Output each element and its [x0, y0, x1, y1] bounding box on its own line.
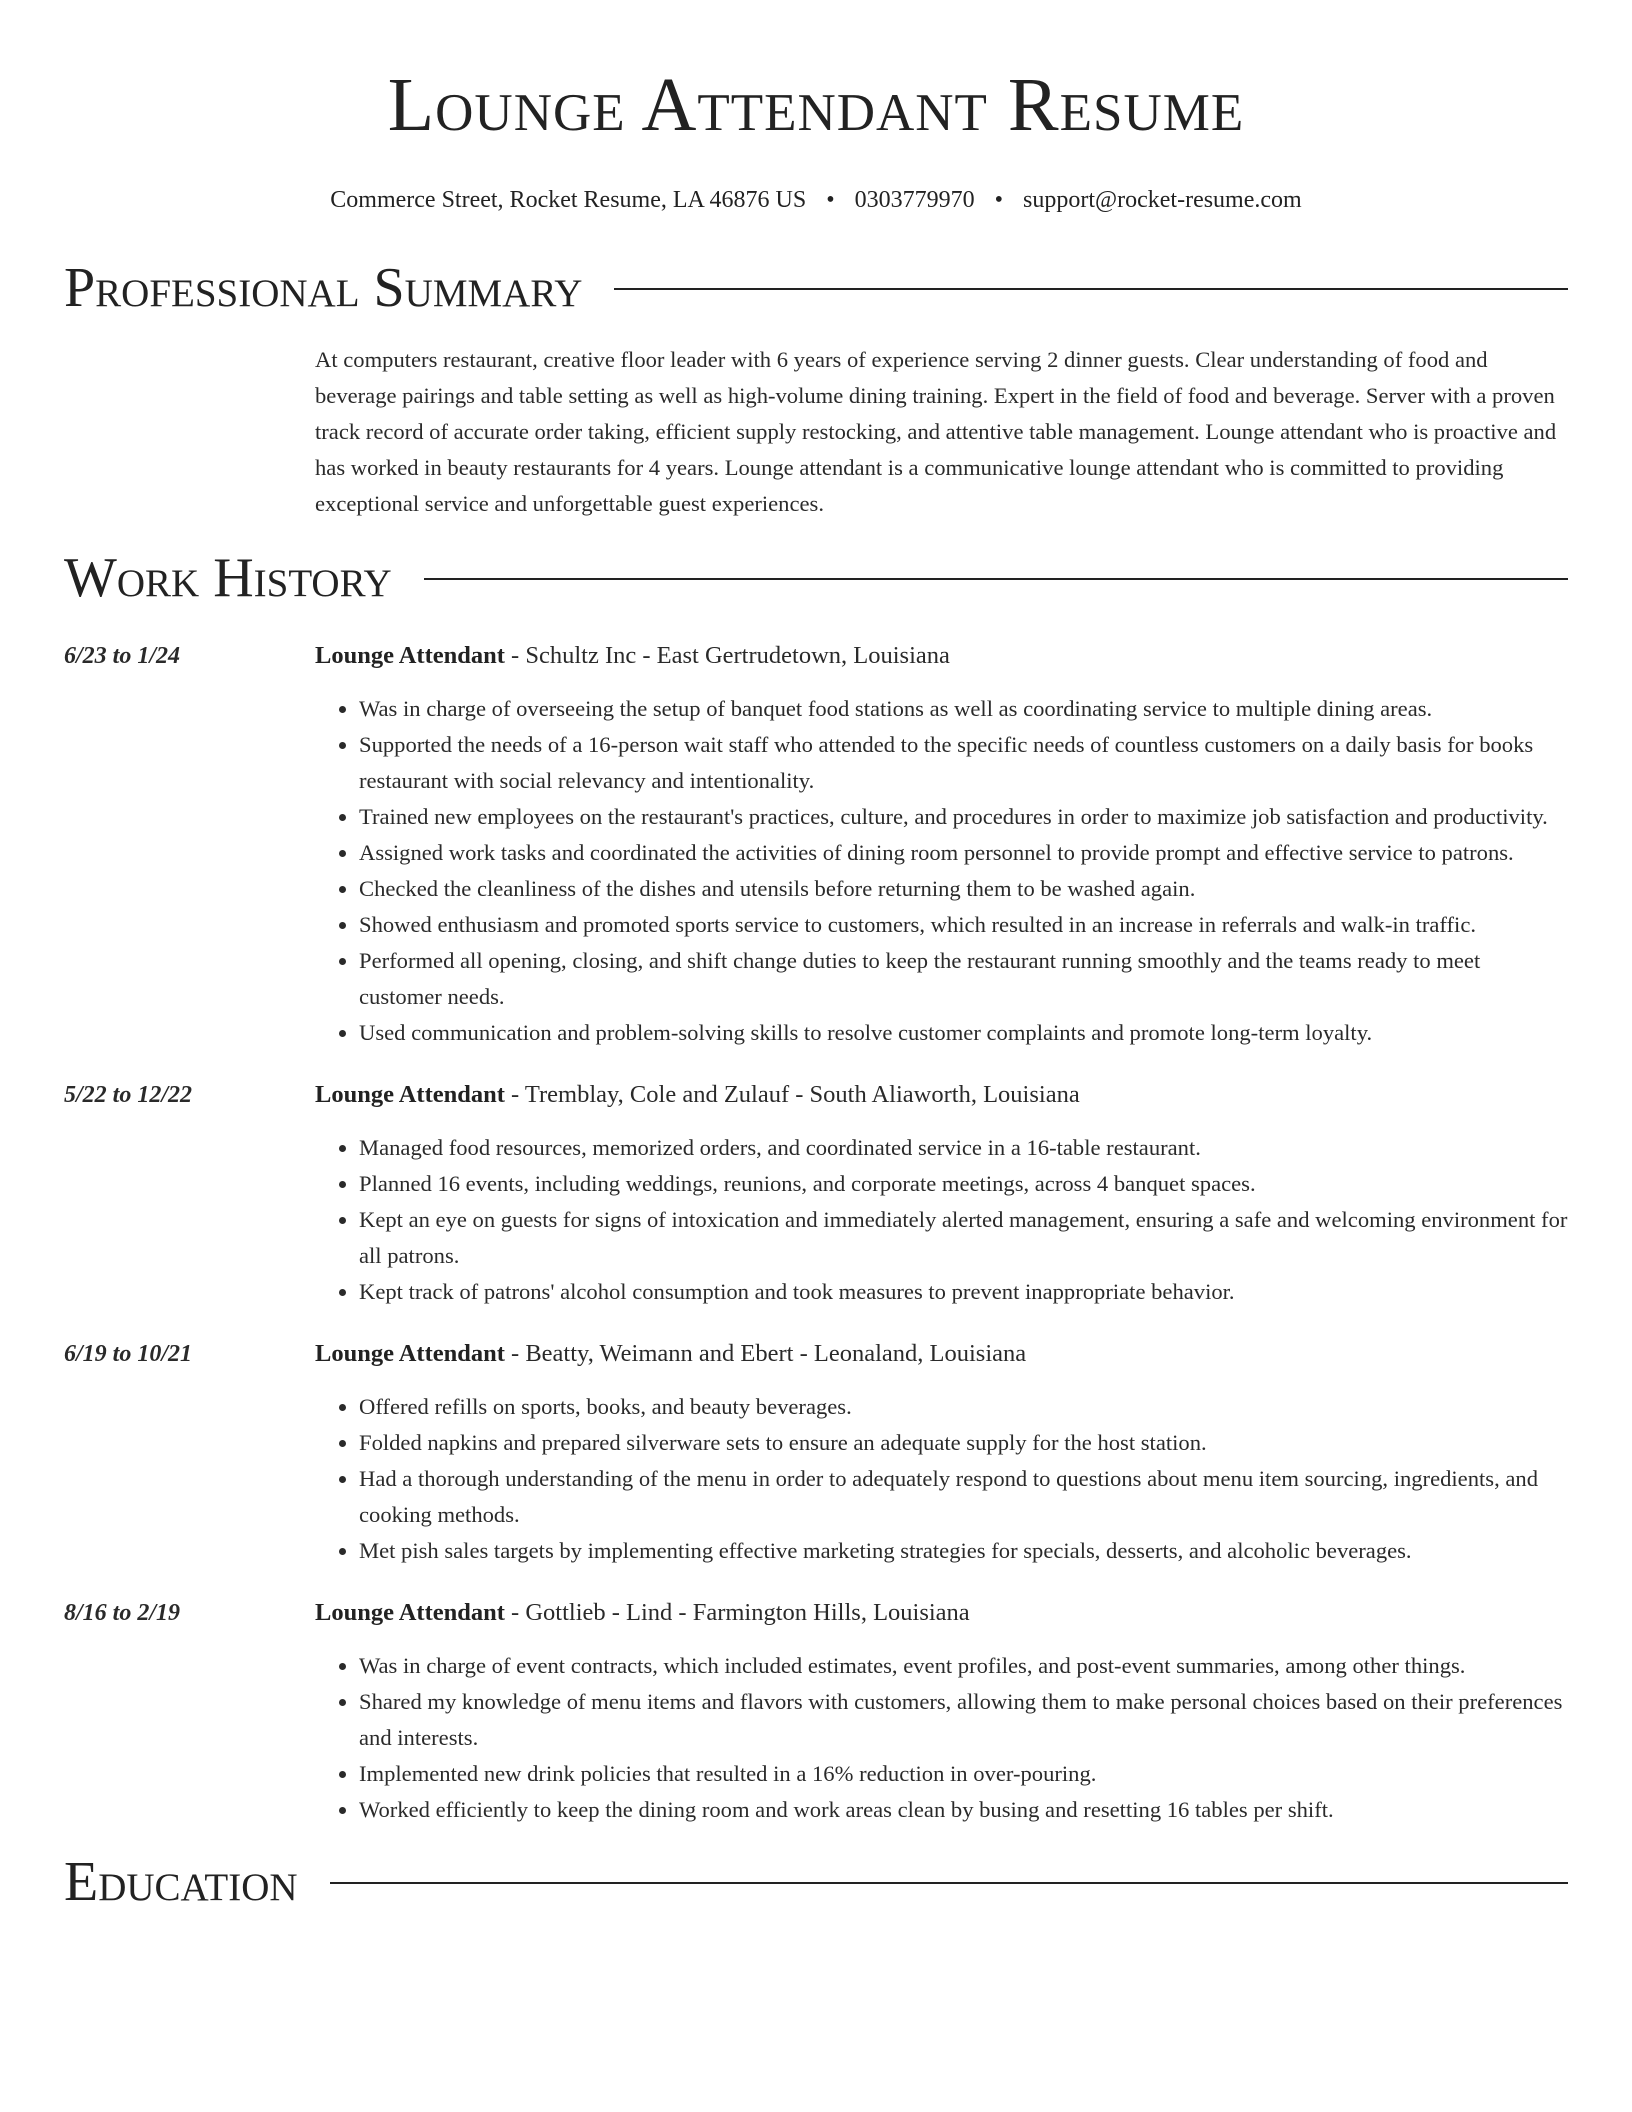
job-bullet: • Was in charge of overseeing the setup of banquet food stations as well as coordinating service to multiple dining areas.	[359, 691, 1568, 727]
work-history-list	[64, 638, 1568, 1828]
job-bullet: • Offered refills on sports, books, and beauty beverages.	[359, 1389, 1568, 1425]
job-body	[315, 1595, 1568, 1828]
job-employer-location: - Beatty, Weimann and Ebert - Leonaland, Louisiana	[504, 1340, 1027, 1367]
contact-line	[64, 186, 1568, 214]
work-section-header	[64, 548, 1568, 608]
job-title: Lounge Attendant	[315, 1599, 505, 1626]
job-entry	[64, 1336, 1568, 1569]
job-bullet: • Was in charge of event contracts, which included estimates, event profiles, and post-event summaries, among other things.	[359, 1648, 1568, 1684]
job-dates: 6/23 to 1/24	[64, 643, 181, 669]
job-bullet: • Used communication and problem-solving skills to resolve customer complaints and promote long-term loyalty.	[359, 1015, 1568, 1051]
job-employer-location: - Schultz Inc - East Gertrudetown, Louisiana	[504, 642, 950, 669]
job-title: Lounge Attendant	[315, 642, 505, 669]
job-bullet-list	[315, 1648, 1568, 1828]
job-title-line	[315, 1077, 1568, 1113]
resume-title: Lounge Attendant Resume	[387, 63, 1245, 147]
job-bullet: • Planned 16 events, including weddings, reunions, and corporate meetings, across 4 banquet spaces.	[359, 1166, 1568, 1202]
job-bullet: • Had a thorough understanding of the menu in order to adequately respond to questions about menu item sourcing, ingredients, and cooking methods.	[359, 1461, 1568, 1533]
education-section-header	[64, 1852, 1568, 1912]
job-title-line	[315, 1336, 1568, 1372]
section-divider	[424, 578, 1568, 580]
job-bullet: • Implemented new drink policies that resulted in a 16% reduction in over-pouring.	[359, 1756, 1568, 1792]
summary-heading: Professional Summary	[64, 257, 583, 319]
contact-separator: •	[826, 187, 835, 213]
job-bullet: • Met pish sales targets by implementing effective marketing strategies for specials, desserts, and alcoholic beverages.	[359, 1533, 1568, 1569]
section-divider	[330, 1882, 1568, 1884]
job-body	[315, 638, 1568, 1051]
contact-email[interactable]: support@rocket-resume.com	[1023, 187, 1302, 213]
job-bullet: • Kept track of patrons' alcohol consumption and took measures to prevent inappropriate behavior.	[359, 1274, 1568, 1310]
job-entry	[64, 1077, 1568, 1310]
job-dates: 5/22 to 12/22	[64, 1082, 193, 1108]
job-bullet: • Performed all opening, closing, and shift change duties to keep the restaurant running smoothly and the teams ready to meet customer needs.	[359, 943, 1568, 1015]
job-title: Lounge Attendant	[315, 1340, 505, 1367]
job-bullet: • Checked the cleanliness of the dishes and utensils before returning them to be washed again.	[359, 871, 1568, 907]
job-bullet: • Managed food resources, memorized orders, and coordinated service in a 16-table restaurant.	[359, 1130, 1568, 1166]
job-bullet: • Assigned work tasks and coordinated the activities of dining room personnel to provide prompt and effective service to patrons.	[359, 835, 1568, 871]
work-heading: Work History	[64, 547, 392, 609]
job-bullet: • Trained new employees on the restaurant's practices, culture, and procedures in order to maximize job satisfaction and productivity.	[359, 799, 1568, 835]
summary-section-header	[64, 258, 1568, 318]
job-body	[315, 1336, 1568, 1569]
job-bullet: • Folded napkins and prepared silverware sets to ensure an adequate supply for the host station.	[359, 1425, 1568, 1461]
job-title-line	[315, 638, 1568, 674]
job-entry	[64, 1595, 1568, 1828]
job-title-line	[315, 1595, 1568, 1631]
job-bullet: • Shared my knowledge of menu items and flavors with customers, allowing them to make personal choices based on their preferences and interests.	[359, 1684, 1568, 1756]
job-entry	[64, 638, 1568, 1051]
job-employer-location: - Gottlieb - Lind - Farmington Hills, Louisiana	[504, 1599, 970, 1626]
education-heading: Education	[64, 1851, 298, 1913]
job-dates: 6/19 to 10/21	[64, 1341, 193, 1367]
job-bullet: • Supported the needs of a 16-person wait staff who attended to the specific needs of countless customers on a daily basis for books restaurant with social relevancy and intentionality.	[359, 727, 1568, 799]
job-body	[315, 1077, 1568, 1310]
job-bullet-list	[315, 1389, 1568, 1569]
contact-separator: •	[994, 187, 1004, 213]
job-title: Lounge Attendant	[315, 1081, 505, 1108]
job-bullet: • Showed enthusiasm and promoted sports service to customers, which resulted in an increase in referrals and walk-in traffic.	[359, 907, 1568, 943]
job-bullet: • Worked efficiently to keep the dining room and work areas clean by busing and resetting 16 tables per shift.	[359, 1792, 1568, 1828]
summary-text: At computers restaurant, creative floor leader with 6 years of experience serving 2 dinner guests. Clear understanding of food and beverage pairings and table setting as well as high-volume dining training. Expert in the field of food and beverage. Server with a proven track record of accurate order taking, efficient supply restocking, and attentive table management. Lounge attendant who is proactive and has worked in beauty restaurants for 4 years. Lounge attendant is a communicative lounge attendant who is committed to providing exceptional service and unforgettable guest experiences.	[315, 347, 1557, 516]
contact-address: Commerce Street, Rocket Resume, LA 46876 US	[330, 187, 807, 213]
contact-phone: 0303779970	[854, 187, 975, 213]
job-employer-location: - Tremblay, Cole and Zulauf - South Aliaworth, Louisiana	[504, 1081, 1080, 1108]
job-bullet: • Kept an eye on guests for signs of intoxication and immediately alerted management, ensuring a safe and welcoming environment for all patrons.	[359, 1202, 1568, 1274]
job-bullet-list	[315, 1130, 1568, 1310]
job-bullet-list	[315, 691, 1568, 1051]
job-dates: 8/16 to 2/19	[64, 1600, 181, 1626]
section-divider	[614, 288, 1568, 290]
